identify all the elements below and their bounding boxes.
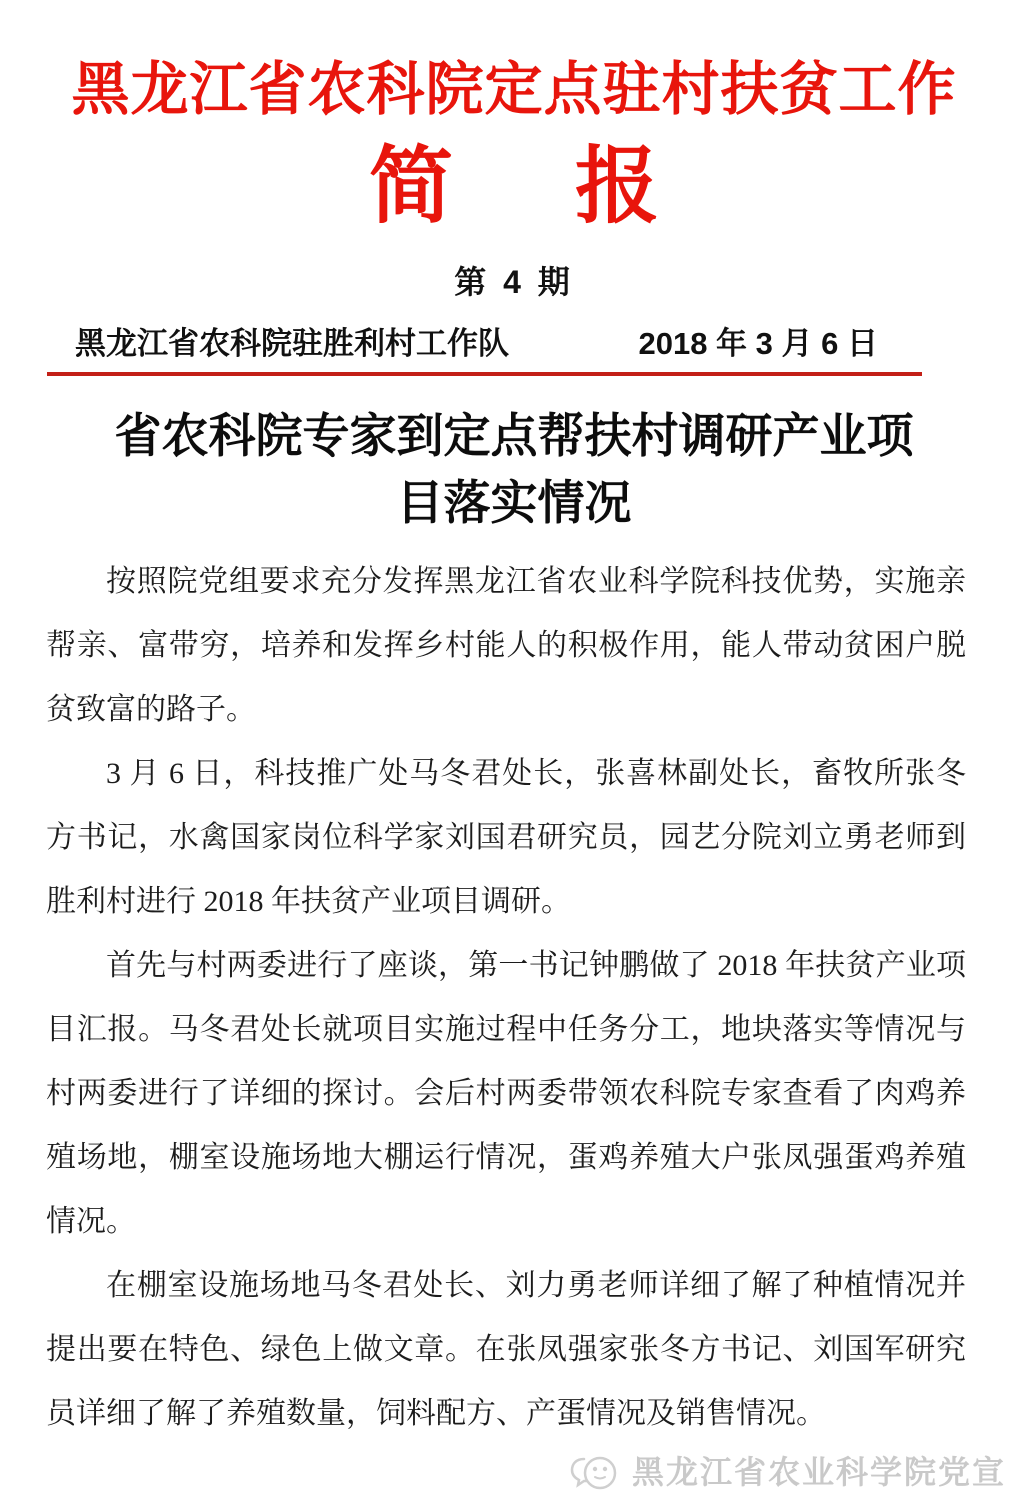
bulletin-name-char-2: 报 [575,139,660,233]
issue-date: 2018 年 3 月 6 日 [638,326,878,361]
article-paragraph-3: 首先与村两委进行了座谈，第一书记钟鹏做了 2018 年扶贫产业项目汇报。马冬君处长就项目实施过程中任务分工，地块落实等情况与村两委进行了详细的探讨。会后村两委带领农科院专家查看了肉鸡养殖场地，棚室设施场地大棚运行情况，蛋鸡养殖大户张凤强蛋鸡养殖情况。 [46,949,966,1238]
article-paragraph-1: 按照院党组要求充分发挥黑龙江省农业科学院科技优势，实施亲帮亲、富带穷，培养和发挥乡村能人的积极作用，能人带动贫困户脱贫致富的路子。 [46,565,966,726]
article-paragraph-2: 3 月 6 日，科技推广处马冬君处长，张喜林副处长，畜牧所张冬方书记，水禽国家岗位科学家刘国君研究员，园艺分院刘立勇老师到胜利村进行 2018 年扶贫产业项目调研。 [46,757,966,918]
article-body [0,550,1028,1446]
academy-mascot-icon [570,1449,622,1491]
article-heading [0,402,1028,536]
bulletin-main-title: 黑龙江省农科院定点驻村扶贫工作 [71,57,957,122]
footer-watermark [570,1447,1006,1493]
masthead [0,0,1028,376]
work-team-name: 黑龙江省农科院驻胜利村工作队 [75,326,509,361]
issue-number: 第 4 期 [454,264,574,300]
masthead-info-row [0,324,1028,364]
article-heading-line-1: 省农科院专家到定点帮扶村调研产业项 [114,409,914,462]
article-heading-line-2: 目落实情况 [396,476,632,529]
red-divider-rule [47,372,922,376]
watermark-text: 黑龙江省农业科学院党宣 [631,1454,1006,1490]
bulletin-name [0,136,1028,236]
article-paragraph-4: 在棚室设施场地马冬君处长、刘力勇老师详细了解了种植情况并提出要在特色、绿色上做文章。在张凤强家张冬方书记、刘国军研究员详细了解了养殖数量，饲料配方、产蛋情况及销售情况。 [46,1269,966,1430]
bulletin-name-char-1: 简 [368,139,453,233]
